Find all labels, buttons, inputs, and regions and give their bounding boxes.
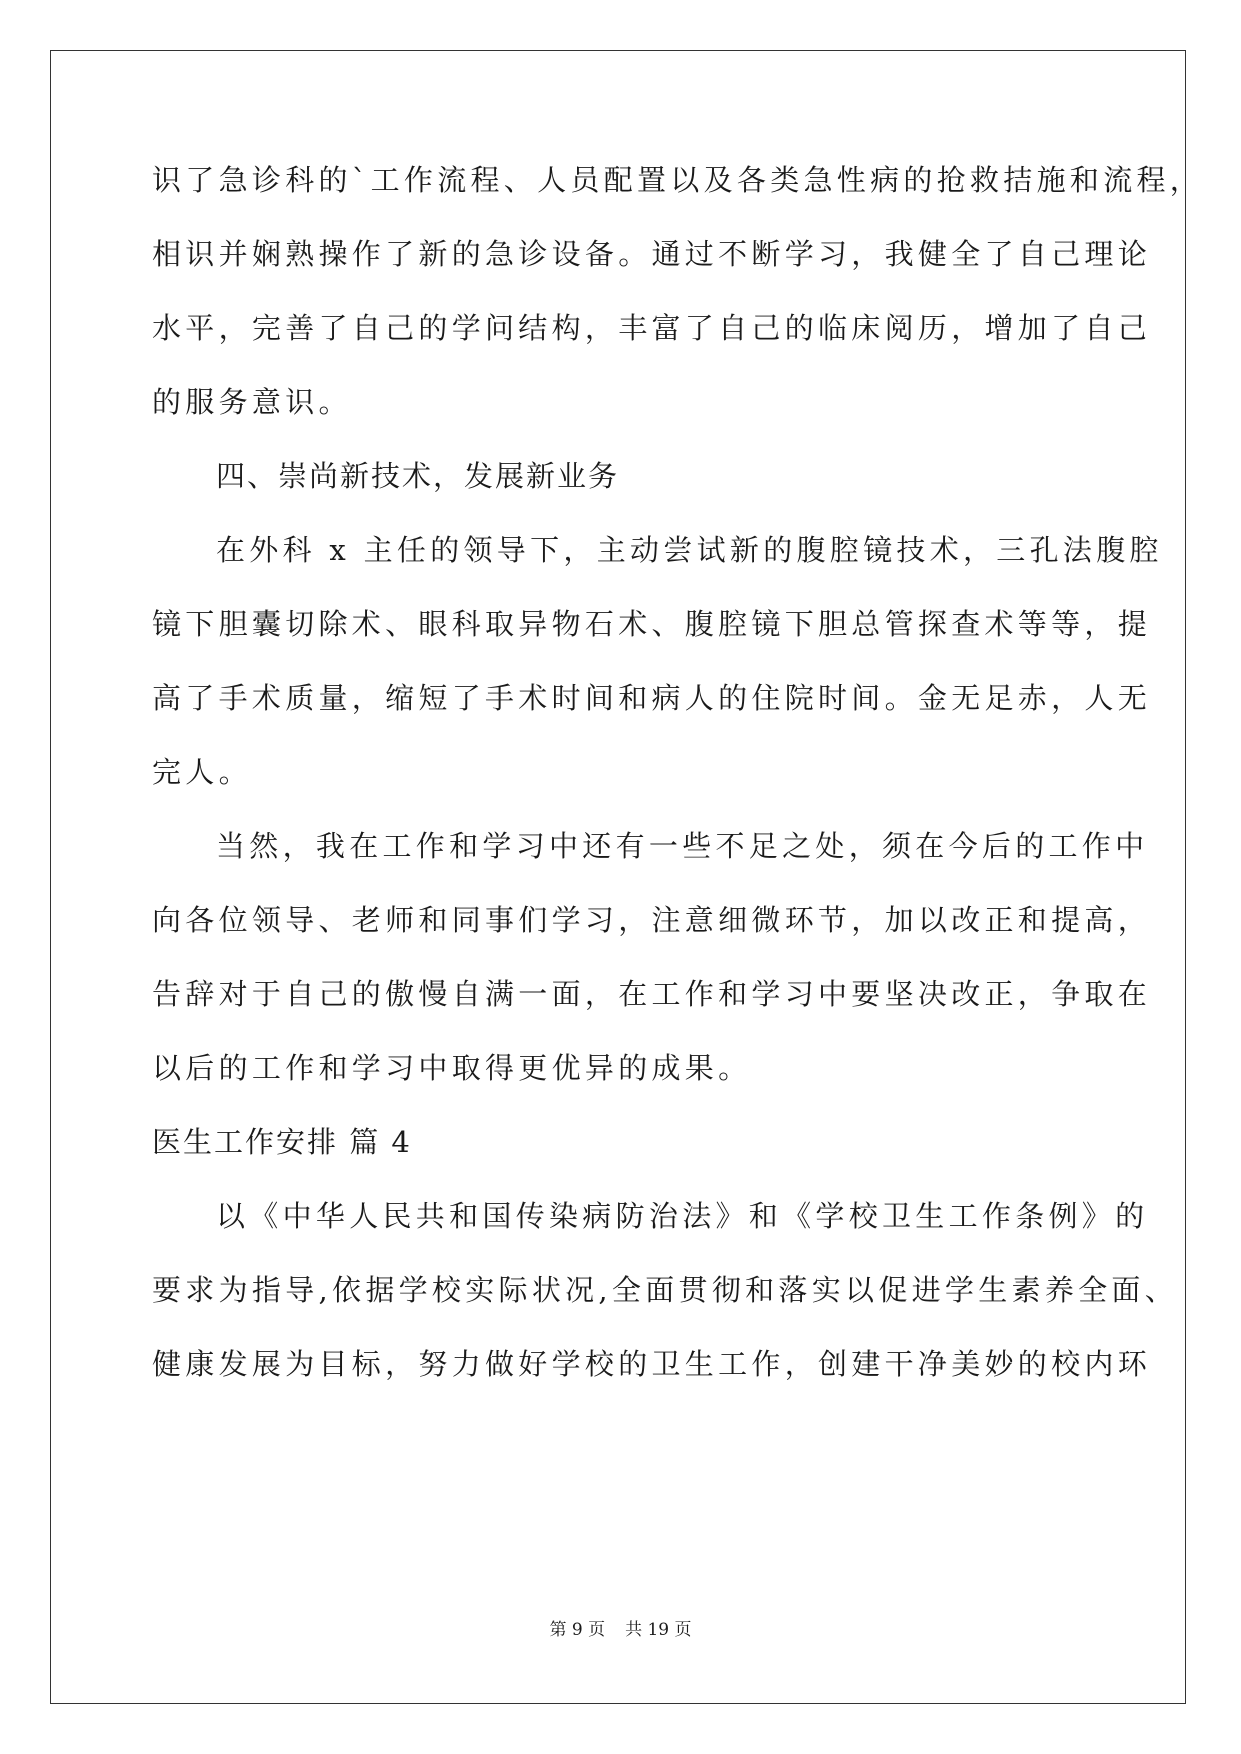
text-line: 向各位领导、老师和同事们学习，注意细微环节，加以改正和提高， <box>152 903 1152 937</box>
article-heading: 医生工作安排 篇 4 <box>152 1125 412 1159</box>
text-line: 健康发展为目标，努力做好学校的卫生工作，创建干净美妙的校内环 <box>152 1347 1152 1381</box>
text-line: 当然，我在工作和学习中还有一些不足之处，须在今后的工作中 <box>216 829 1149 863</box>
text-line: 水平，完善了自己的学问结构，丰富了自己的临床阅历，增加了自己 <box>152 311 1152 345</box>
text-line: 以《中华人民共和国传染病防治法》和《学校卫生工作条例》的 <box>216 1199 1149 1233</box>
page-border <box>50 50 1186 1704</box>
text-line: 镜下胆囊切除术、眼科取异物石术、腹腔镜下胆总管探查术等等，提 <box>152 607 1152 641</box>
section-heading: 四、崇尚新技术，发展新业务 <box>216 459 620 493</box>
text-line: 要求为指导,依据学校实际状况,全面贯彻和落实以促进学生素养全面、 <box>152 1273 1179 1307</box>
text-line: 识了急诊科的`工作流程、人员配置以及各类急性病的抢救拮施和流程， <box>152 163 1204 197</box>
page-footer <box>0 1618 1241 1642</box>
page-number: 第 9 页 <box>549 1620 606 1640</box>
text-line: 高了手术质量，缩短了手术时间和病人的住院时间。金无足赤，人无 <box>152 681 1152 715</box>
text-line: 告辞对于自己的傲慢自满一面，在工作和学习中要坚决改正，争取在 <box>152 977 1152 1011</box>
page-total: 共 19 页 <box>625 1620 692 1640</box>
text-line: 以后的工作和学习中取得更优异的成果。 <box>152 1051 752 1085</box>
text-line: 完人。 <box>152 755 252 789</box>
text-line: 的服务意识。 <box>152 385 352 419</box>
text-line: 相识并娴熟操作了新的急诊设备。通过不断学习，我健全了自己理论 <box>152 237 1152 271</box>
text-line: 在外科 x 主任的领导下，主动尝试新的腹腔镜技术，三孔法腹腔 <box>216 533 1163 567</box>
